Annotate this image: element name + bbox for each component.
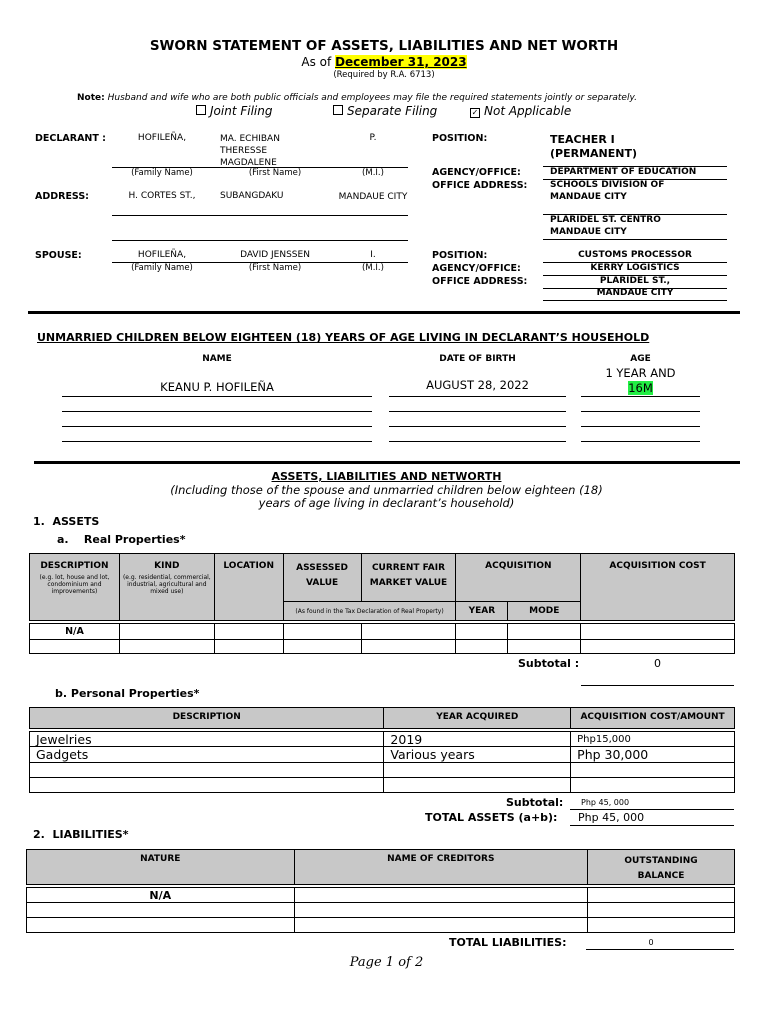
real-subtotal-rule [581,685,734,686]
child-dob-rule-1 [389,396,566,397]
cell [456,640,508,654]
address-street: H. CORTES ST., [128,191,196,201]
col-kind-label: KIND [154,561,180,571]
spouse-caption-family: (Family Name) [131,263,193,273]
cell [214,624,283,640]
total-liabilities-value: 0 [648,938,654,947]
cell [581,640,735,654]
assets-subheading-2: years of age living in declarant’s household) [258,496,515,510]
spouse-caption-first: (First Name) [248,263,302,273]
cell [508,624,581,640]
real-row-description: N/A [30,624,120,640]
col-description-note: (e.g. lot, house and lot, condominium and improvements) [39,574,110,595]
personal-properties-label: b. Personal Properties* [55,687,200,700]
col-acquisition: ACQUISITION [456,554,581,602]
child-name: KEANU P. HOFILEÑA [160,380,274,394]
col-tax-note: (As found in the Tax Declaration of Real Property) [283,602,456,621]
personal-desc: Jewelries [30,732,384,747]
table-row [27,918,735,933]
form-title: SWORN STATEMENT OF ASSETS, LIABILITIES AND NET WORTH [149,38,619,54]
col-outstanding-balance: OUTSTANDING BALANCE [588,850,735,885]
as-of-date: December 31, 2023 [335,55,467,69]
note-text: Husband and wife who are both public officials and employees may file the required statements jointly or separately. [107,93,637,103]
separate-filing-label: Separate Filing [347,104,438,118]
col-kind-note: (e.g. residential, commercial, industrial, agricultural and mixed use) [122,574,211,595]
declarant-position: TEACHER I (PERMANENT) [550,133,637,160]
liability-nature: N/A [27,888,295,903]
spouse-agency: KERRY LOGISTICS [590,263,680,273]
spouse-office-line1: PLARIDEL ST., [599,276,671,286]
address-city: MANDAUE CITY [338,192,408,202]
personal-subtotal-rule [570,809,734,810]
cell [508,640,581,654]
table-row [30,640,735,654]
cell [588,903,735,918]
col-acquisition-amount: ACQUISITION COST/AMOUNT [571,708,735,729]
child-dob-rule-3 [389,426,566,427]
personal-year: Various years [384,747,571,763]
cell [30,763,384,778]
assets-label: 1. ASSETS [33,515,100,528]
total-assets-label: TOTAL ASSETS (a+b): [425,811,558,824]
spouse-agency-label: AGENCY/OFFICE: [432,263,521,274]
cell [384,763,571,778]
personal-cost: Php 30,000 [571,747,735,763]
col-year: YEAR [456,602,508,621]
cell [581,624,735,640]
children-col-age: AGE [630,354,651,364]
personal-subtotal-value: Php 45, 000 [581,798,630,807]
cell [27,918,295,933]
child-age-rule-2 [581,411,700,412]
filing-option-separate[interactable] [333,104,437,118]
section-divider-2 [34,461,740,464]
liabilities-label: 2. LIABILITIES* [33,828,129,841]
col-location: LOCATION [214,554,283,621]
child-name-rule-3 [62,426,372,427]
required-note: (Required by R.A. 6713) [333,70,435,80]
cell [361,640,456,654]
declarant-agency: DEPARTMENT OF EDUCATION [550,167,697,177]
address-barangay: SUBANGDAKU [220,191,284,201]
col-nature: NATURE [27,850,295,885]
spouse-label: SPOUSE: [35,250,82,261]
table-row [27,888,735,903]
child-name-rule-2 [62,411,372,412]
child-dob: AUGUST 28, 2022 [426,378,529,392]
not-applicable-label: Not Applicable [484,104,572,118]
cell [214,640,283,654]
total-assets-rule [570,825,734,826]
cell [294,918,588,933]
cell [571,763,735,778]
cell [30,640,120,654]
declarant-mi: P. [369,133,377,143]
spouse-position: CUSTOMS PROCESSOR [578,250,692,260]
declarant-office-label: OFFICE ADDRESS: [432,180,528,191]
cell [283,624,361,640]
spouse-family-name: HOFILEÑA, [137,250,187,260]
assets-heading: ASSETS, LIABILITIES AND NETWORTH [271,470,502,483]
joint-filing-label: Joint Filing [210,104,273,118]
child-age-line2: 16M [628,381,653,395]
cell [27,903,295,918]
cell [571,778,735,793]
total-liabilities-label: TOTAL LIABILITIES: [449,936,567,949]
cell [119,624,214,640]
child-age-rule-1 [581,396,700,397]
col-kind [119,554,214,621]
children-col-name: NAME [202,354,232,364]
declarant-agency-label: AGENCY/OFFICE: [432,167,521,178]
total-assets-value: Php 45, 000 [578,811,645,824]
child-name-rule-1 [62,396,372,397]
declarant-label: DECLARANT : [35,133,106,144]
checkbox-icon[interactable] [333,105,343,115]
liabilities-table [26,849,735,933]
children-col-dob: DATE OF BIRTH [439,354,516,364]
child-name-rule-4 [62,441,372,442]
declarant-first-name: MA. ECHIBAN THERESSE MAGDALENE [220,134,280,168]
checked-checkbox-icon[interactable]: ✓ [471,108,479,117]
cell [294,888,588,903]
checkbox-icon[interactable] [196,105,206,115]
cell [30,778,384,793]
child-age-rule-4 [581,441,700,442]
col-creditors: NAME OF CREDITORS [294,850,588,885]
personal-year: 2019 [384,732,571,747]
table-row [27,903,735,918]
note-label: Note: [77,93,105,103]
cell [384,778,571,793]
personal-cost: Php15,000 [571,732,735,747]
col-personal-description: DESCRIPTION [30,708,384,729]
spouse-mi: I. [370,250,376,260]
children-heading: UNMARRIED CHILDREN BELOW EIGHTEEN (18) YEARS OF AGE LIVING IN DECLARANT’S HOUSEHOLD [37,331,650,344]
table-row [30,763,735,778]
spouse-caption-mi: (M.I.) [362,263,384,273]
real-subtotal-value: 0 [654,657,661,670]
filing-option-not-applicable[interactable] [470,104,571,118]
table-row [30,778,735,793]
col-description-label: DESCRIPTION [40,561,109,571]
spouse-office-rule-2 [543,300,727,301]
declarant-family-name: HOFILEÑA, [137,133,187,143]
cell [588,888,735,903]
personal-properties-table [29,707,735,793]
col-mode: MODE [508,602,581,621]
spouse-first-name: DAVID JENSSEN [240,250,310,260]
table-row [30,624,735,640]
child-dob-rule-4 [389,441,566,442]
office-rule-2 [543,239,727,240]
child-age-line2-wrap [581,381,700,395]
child-dob-rule-2 [389,411,566,412]
child-age-line1: 1 YEAR AND [605,366,676,380]
caption-mi: (M.I.) [362,168,384,178]
declarant-office-line1: SCHOOLS DIVISION OF MANDAUE CITY [550,180,665,202]
as-of-prefix: As of [301,55,332,69]
cell [294,903,588,918]
spouse-office-label: OFFICE ADDRESS: [432,276,528,287]
child-age-rule-3 [581,426,700,427]
real-properties-label: a. Real Properties* [57,533,186,546]
as-of-line [0,55,768,69]
caption-first-name: (First Name) [248,168,302,178]
cell [456,624,508,640]
real-subtotal-label: Subtotal : [518,657,580,670]
spouse-position-label: POSITION: [432,250,488,261]
cell [588,918,735,933]
declarant-office-line2: PLARIDEL ST. CENTRO MANDAUE CITY [550,215,661,237]
col-year-acquired: YEAR ACQUIRED [384,708,571,729]
assets-subheading-1: (Including those of the spouse and unmarried children below eighteen (18) [170,483,603,497]
page-number: Page 1 of 2 [349,955,424,970]
col-fair-value: CURRENT FAIR MARKET VALUE [361,554,456,602]
personal-subtotal-label: Subtotal: [506,796,564,809]
caption-family-name: (Family Name) [131,168,193,178]
cell [361,624,456,640]
address-label: ADDRESS: [35,191,89,202]
cell [283,640,361,654]
address-rule-1 [112,215,408,216]
real-properties-table [29,553,735,654]
section-divider-1 [28,311,740,314]
table-row [30,732,735,747]
total-liabilities-rule [586,949,734,950]
address-rule-2 [112,240,408,241]
spouse-office-line2: MANDAUE CITY [596,288,674,298]
col-description [30,554,120,621]
declarant-position-label: POSITION: [432,133,488,144]
table-row [30,747,735,763]
husband-wife-note [77,93,637,103]
col-assessed: ASSESSED VALUE [283,554,361,602]
filing-option-joint[interactable] [196,104,272,118]
personal-desc: Gadgets [30,747,384,763]
col-acquisition-cost: ACQUISITION COST [581,554,735,621]
cell [119,640,214,654]
